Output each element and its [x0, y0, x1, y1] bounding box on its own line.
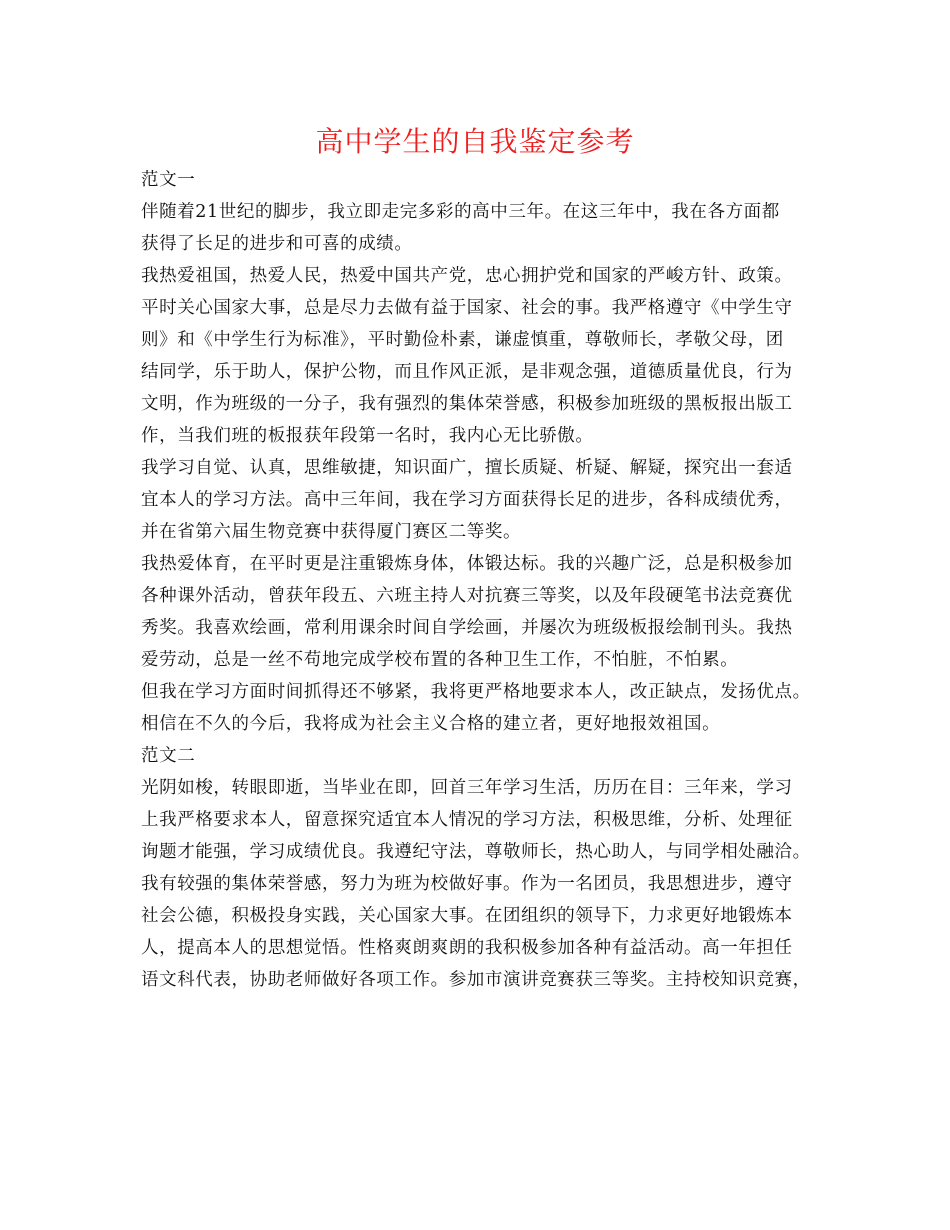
paragraph-line: 秀奖。我喜欢绘画，常利用课余时间自学绘画，并屡次为班级板报绘制刊头。我热 [141, 618, 793, 638]
paragraph-line: 我热爱体育，在平时更是注重锻炼身体，体锻达标。我的兴趣广泛，总是积极参加 [141, 554, 793, 574]
paragraph-line: 作，当我们班的板报获年段第一名时，我内心无比骄傲。 [141, 426, 594, 446]
paragraph-line: 询题才能强，学习成绩优良。我遵纪守法，尊敬师长，热心助人，与同学相处融洽。 [141, 842, 811, 862]
paragraph-line: 但我在学习方面时间抓得还不够紧，我将更严格地要求本人，改正缺点，发扬优点。 [141, 682, 811, 702]
paragraph-line: 我热爱祖国，热爱人民，热爱中国共产党，忠心拥护党和国家的严峻方针、政策。 [141, 266, 793, 286]
paragraph-line: 获得了长足的进步和可喜的成绩。 [141, 234, 413, 254]
paragraph-line: 我学习自觉、认真，思维敏捷，知识面广，擅长质疑、析疑、解疑，探究出一套适 [141, 458, 793, 478]
paragraph-line: 各种课外活动，曾获年段五、六班主持人对抗赛三等奖，以及年段硬笔书法竞赛优 [141, 586, 793, 606]
paragraph-line: 宜本人的学习方法。高中三年间，我在学习方面获得长足的进步，各科成绩优秀， [141, 490, 793, 510]
paragraph-line: 文明，作为班级的一分子，我有强烈的集体荣誉感，积极参加班级的黑板报出版工 [141, 394, 793, 414]
paragraph-line: 上我严格要求本人，留意探究适宜本人情况的学习方法，积极思维，分析、处理征 [141, 810, 793, 830]
paragraph-line: 则》和《中学生行为标准》，平时勤俭朴素，谦虚慎重，尊敬师长，孝敬父母，团 [141, 330, 784, 350]
section-heading-2: 范文二 [141, 746, 196, 766]
section-heading-1: 范文一 [141, 170, 196, 190]
paragraph-line: 相信在不久的今后，我将成为社会主义合格的建立者，更好地报效祖国。 [141, 714, 721, 734]
paragraph-line: 人，提高本人的思想觉悟。性格爽朗爽朗的我积极参加各种有益活动。高一年担任 [141, 938, 793, 958]
paragraph-line: 并在省第六届生物竞赛中获得厦门赛区二等奖。 [141, 522, 522, 542]
document-body [141, 164, 831, 996]
paragraph-line: 伴随着21世纪的脚步，我立即走完多彩的高中三年。在这三年中，我在各方面都 [141, 202, 780, 222]
paragraph-line: 结同学，乐于助人，保护公物，而且作风正派，是非观念强，道德质量优良，行为 [141, 362, 793, 382]
paragraph-line: 平时关心国家大事，总是尽力去做有益于国家、社会的事。我严格遵守《中学生守 [141, 298, 793, 318]
document-title: 高中学生的自我鉴定参考 [315, 125, 635, 158]
paragraph-line: 语文科代表，协助老师做好各项工作。参加市演讲竞赛获三等奖。主持校知识竞赛， [141, 970, 811, 990]
paragraph-line: 爱劳动，总是一丝不苟地完成学校布置的各种卫生工作，不怕脏，不怕累。 [141, 650, 739, 670]
paragraph-line: 光阴如梭，转眼即逝，当毕业在即，回首三年学习生活，历历在目：三年来，学习 [141, 778, 793, 798]
paragraph-line: 我有较强的集体荣誉感，努力为班为校做好事。作为一名团员，我思想进步，遵守 [141, 874, 793, 894]
paragraph-line: 社会公德，积极投身实践，关心国家大事。在团组织的领导下，力求更好地锻炼本 [141, 906, 793, 926]
